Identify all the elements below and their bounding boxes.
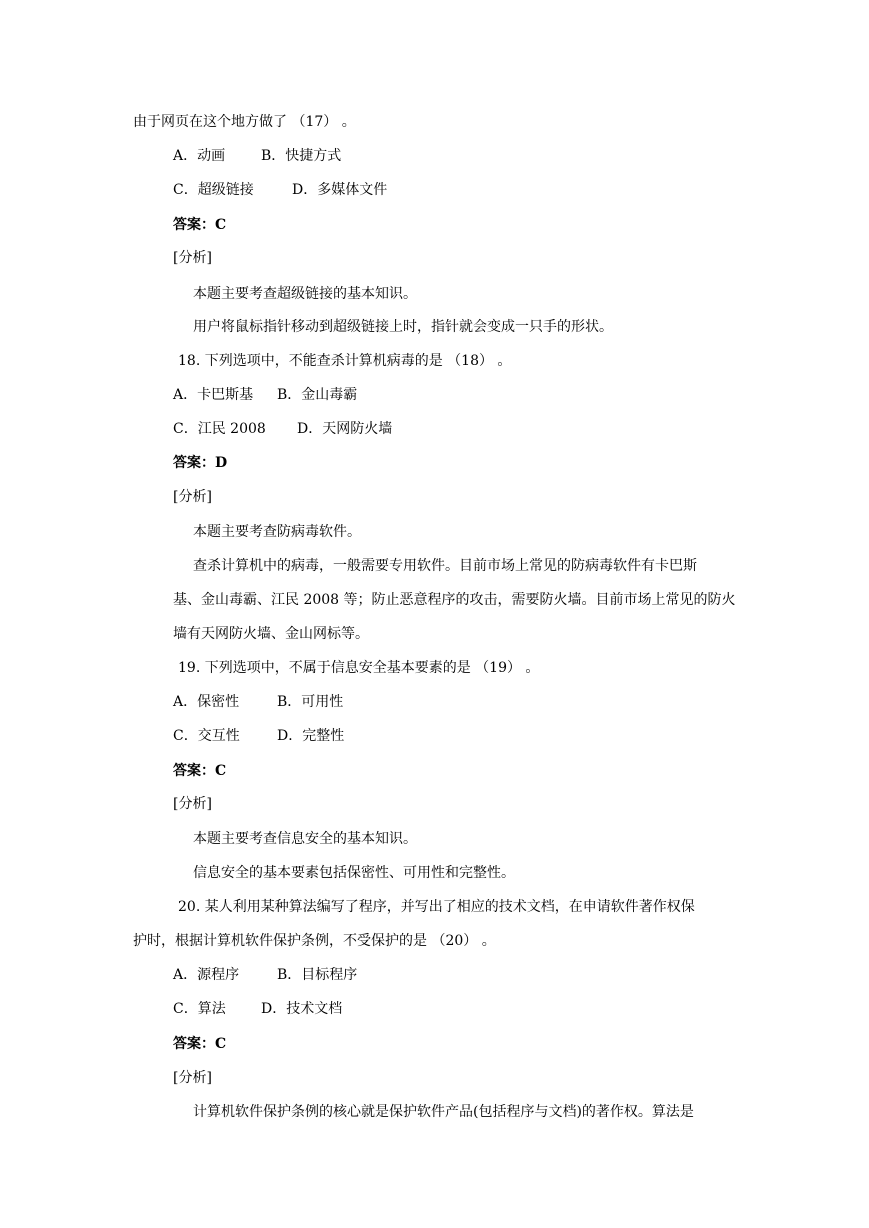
q18-answer	[173, 453, 227, 473]
q19-analysis-line: 本题主要考查信息安全的基本知识。	[193, 831, 417, 847]
q20-options-row-1	[173, 965, 358, 985]
q18-option-b: B．金山毒霸	[277, 387, 358, 403]
q17-answer-label: 答案：	[173, 217, 215, 233]
q20-stem-line-2: 护时，根据计算机软件保护条例，不受保护的是 （20） 。	[133, 933, 496, 949]
q19-options-row-1	[173, 692, 344, 712]
q18-analysis-line: 基、金山毒霸、江民 2008 等；防止恶意程序的攻击，需要防火墙。目前市场上常见的防火	[173, 592, 736, 608]
q19-option-a: A．保密性	[173, 694, 240, 710]
q20-option-a: A．源程序	[173, 967, 240, 983]
q19-options-row-2	[173, 726, 345, 746]
q20-analysis-label: [分析]	[173, 1070, 212, 1086]
q17-analysis-label: [分析]	[173, 250, 212, 266]
q18-answer-label: 答案：	[173, 455, 215, 471]
q18-analysis-line: 墙有天网防火墙、金山网标等。	[173, 626, 369, 642]
q20-option-b: B．目标程序	[277, 967, 358, 983]
q18-options-row-2	[173, 419, 393, 439]
q19-answer-label: 答案：	[173, 763, 215, 779]
q20-options-row-2	[173, 999, 343, 1019]
q17-answer	[173, 215, 226, 235]
q20-analysis-line: 计算机软件保护条例的核心就是保护软件产品(包括程序与文档)的著作权。算法是	[193, 1104, 694, 1120]
q17-option-a: A．动画	[173, 148, 226, 164]
q17-stem: 由于网页在这个地方做了 （17） 。	[133, 114, 356, 130]
q17-option-b: B．快捷方式	[261, 148, 342, 164]
q18-options-row-1	[173, 385, 358, 405]
q20-option-c: C．算法	[173, 1001, 226, 1017]
q19-analysis-line: 信息安全的基本要素包括保密性、可用性和完整性。	[193, 865, 515, 881]
q19-option-d: D．完整性	[277, 728, 345, 744]
q17-analysis-line: 用户将鼠标指针移动到超级链接上时，指针就会变成一只手的形状。	[193, 319, 613, 335]
q19-stem: 19. 下列选项中，不属于信息安全基本要素的是 （19） 。	[178, 660, 540, 676]
q17-option-c: C．超级链接	[173, 182, 254, 198]
q18-analysis-line: 本题主要考查防病毒软件。	[193, 524, 361, 540]
q17-options-row-1	[173, 146, 342, 166]
q18-stem: 18. 下列选项中，不能查杀计算机病毒的是 （18） 。	[178, 353, 512, 369]
q18-option-d: D．天网防火墙	[297, 421, 393, 437]
q18-answer-value: D	[215, 455, 228, 471]
q19-option-c: C．交互性	[173, 728, 240, 744]
q19-answer-value: C	[215, 763, 227, 779]
q20-answer-value: C	[215, 1036, 227, 1052]
q20-option-d: D．技术文档	[261, 1001, 343, 1017]
q17-analysis-line: 本题主要考查超级链接的基本知识。	[193, 286, 417, 302]
q18-option-c: C．江民 2008	[173, 421, 266, 437]
q18-option-a: A．卡巴斯基	[173, 387, 254, 403]
q19-option-b: B．可用性	[277, 694, 344, 710]
q18-analysis-line: 查杀计算机中的病毒，一般需要专用软件。目前市场上常见的防病毒软件有卡巴斯	[193, 558, 697, 574]
q20-stem-line-1: 20. 某人利用某种算法编写了程序，并写出了相应的技术文档，在申请软件著作权保	[178, 899, 695, 915]
q18-analysis-label: [分析]	[173, 489, 212, 505]
q17-answer-value: C	[215, 217, 227, 233]
q19-answer	[173, 761, 226, 781]
q17-options-row-2	[173, 180, 388, 200]
q19-analysis-label: [分析]	[173, 796, 212, 812]
q20-answer	[173, 1034, 226, 1054]
q17-option-d: D．多媒体文件	[292, 182, 388, 198]
q20-answer-label: 答案：	[173, 1036, 215, 1052]
